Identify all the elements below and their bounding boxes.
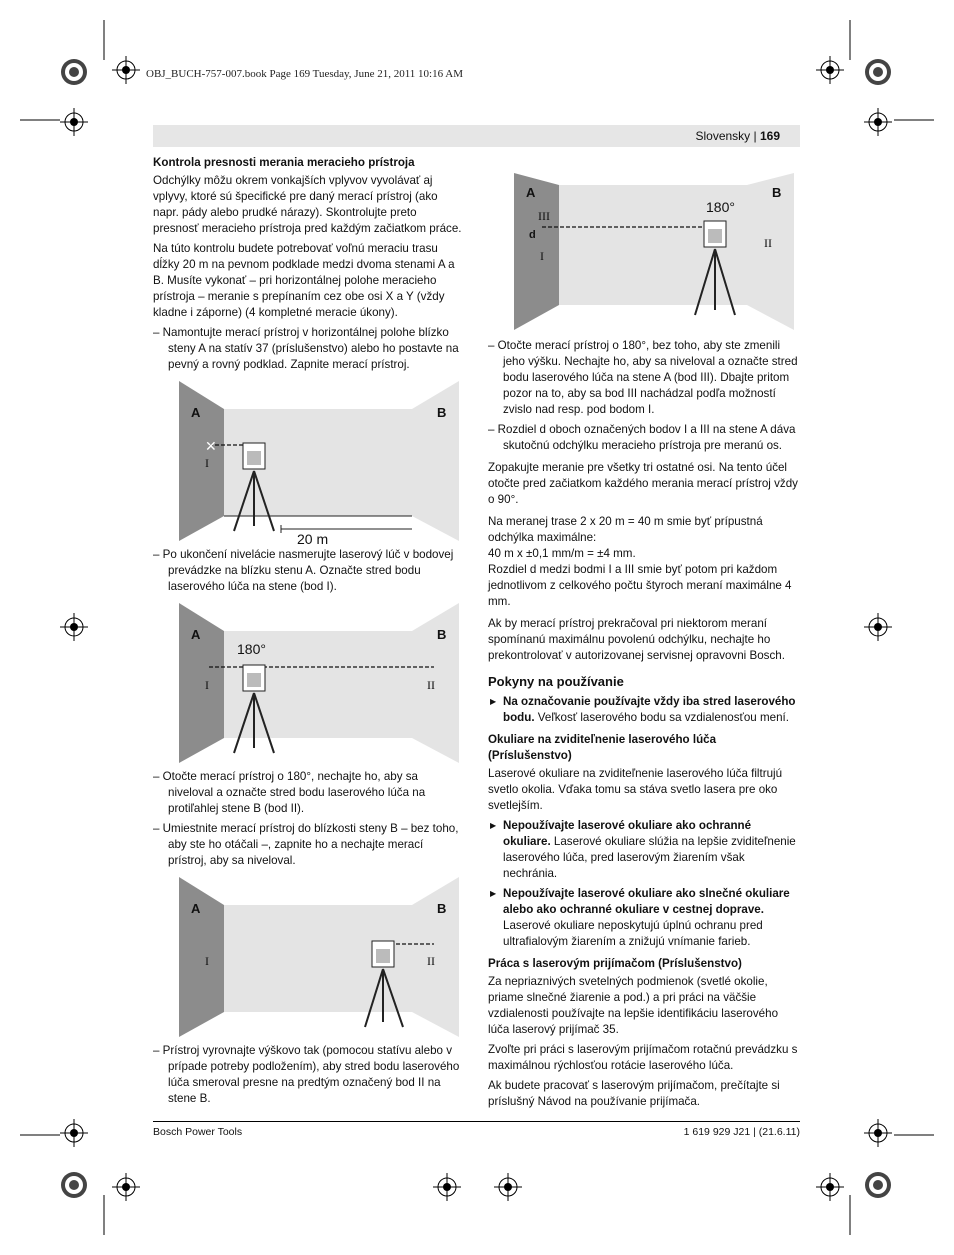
svg-text:✕: ✕ [205, 439, 217, 455]
right-column [488, 155, 800, 1114]
paragraph: Rozdiel d medzi bodmi I a III smie byť potom pri každom jednotlivom z celkového počtu štyroch meraní maximálne 4 mm. [488, 563, 792, 608]
page-header: Slovensky | 169 [695, 129, 780, 143]
bullet-item: ▶ Nepoužívajte laserové okuliare ako ochranné okuliare. Laserové okuliare slúžia na lepšie zviditeľnenie laserového lúča, pred laserovým žiarením však nechránia. [488, 818, 800, 882]
subsection-heading: Okuliare na zviditeľnenie laserového lúča (Príslušenstvo) [488, 733, 717, 762]
rotation-label: 180° [237, 641, 266, 657]
step-item: – Po ukončení nivelácie nasmerujte laserový lúč v bodovej prevádzke na blízku stenu A. Označte stred bodu laserového lúča na stene (bod I). [153, 548, 454, 593]
paragraph: Laserové okuliare na zviditeľnenie laserového lúča filtrujú svetlo okolia. Vďaka tomu sa stáva svetlo lasera pre oko svetlejším. [488, 767, 783, 812]
paragraph: Na meranej trase 2 x 20 m = 40 m smie byť prípustná odchýlka maximálne: [488, 515, 763, 544]
laser-device-icon [704, 221, 726, 247]
mark-i-label: I [205, 678, 209, 692]
page-number: 169 [759, 129, 780, 143]
header-language: Slovensky [695, 129, 751, 143]
wall-b-label: B [437, 405, 447, 420]
figure-3 [179, 877, 459, 1037]
subsection-heading: Práca s laserovým prijímačom (Príslušenstvo) [488, 957, 742, 970]
figure-1 [179, 381, 459, 547]
step-item: – Otočte merací prístroj o 180°, bez toho, aby ste zmenili jeho výšku. Nechajte ho, aby sa niveloval a označte stred bodu laserového lúča na stene A (bod III). Dbajte pritom pozor na to, aby sa bod III nachádzal podľa možností zvislo nad resp. pod bodom I. [488, 339, 798, 416]
rotation-label: 180° [706, 199, 735, 215]
bullet-item: ▶ Na označovanie používajte vždy iba stred laserového bodu. Veľkosť laserového bodu sa vzdialenosťou mení. [488, 694, 800, 726]
figure-3-drawing [179, 877, 459, 1037]
step-item: – Otočte merací prístroj o 180°, nechajte ho, aby sa niveloval a označte stred bodu laserového lúča na protiľahlej stene B (bod II). [153, 770, 426, 815]
step-item: – Rozdiel d oboch označených bodov I a III na stene A dáva skutočnú odchýlku meracieho prístroja pre meranú os. [488, 423, 796, 452]
bullet-item: ▶ Nepoužívajte laserové okuliare ako slnečné okuliare alebo ako ochranné okuliare v cestnej doprave. Laserové okuliare neposkytujú úplnú ochranu pred ultrafialovým žiarením a znižujú vnímanie farieb. [488, 886, 800, 950]
figure-1-drawing [179, 381, 459, 541]
mark-iii-label: III [538, 209, 550, 223]
mark-i-label: I [205, 456, 209, 470]
paragraph: Na túto kontrolu budete potrebovať voľnú meraciu trasu dĺžky 20 m na pevnom podklade medzi dvoma stenami A a B. Musíte vykonať – pri horizontálnej polohe meracieho prístroja – meranie s prepínaním cez obe osi X a Y (vždy kladne i záporne) (4 kompletné meracie úkony). [153, 242, 455, 319]
wall-a-label: A [191, 627, 201, 642]
paragraph: Ak budete pracovať s laserovým prijímačom, prečítajte si príslušný Návod na používanie prijímača. [488, 1079, 780, 1108]
distance-label: 20 m [297, 531, 329, 547]
wall-b-label: B [772, 185, 782, 200]
section-heading: Kontrola presnosti merania meracieho prístroja [153, 156, 415, 169]
mark-d-label: d [529, 229, 536, 241]
wall-b-label: B [437, 627, 447, 642]
wall-a-label: A [191, 405, 201, 420]
step-item: – Namontujte merací prístroj v horizontálnej polohe blízko steny A na statív 37 (príslušenstvo) alebo ho postavte na pevný a rovný podklad. Zapnite merací prístroj. [153, 326, 459, 371]
laser-device-icon [243, 665, 265, 691]
figure-4 [514, 155, 794, 330]
wall-a-label: A [526, 185, 536, 200]
mark-i-label: I [205, 954, 209, 968]
figure-4-drawing [514, 155, 794, 330]
paragraph: Zvoľte pri práci s laserovým prijímačom rotačnú prevádzku s maximálnou rýchlosťou rotácie laserového lúča. [488, 1043, 798, 1072]
mark-ii-label: II [764, 236, 772, 250]
laser-device-icon [243, 443, 265, 469]
footer-rule [153, 1121, 800, 1122]
step-item: – Prístroj vyrovnajte výškovo tak (pomocou statívu alebo v prípade potreby podložením), aby stred bodu laserového lúča smeroval presne na predtým označený bod II na stene B. [153, 1044, 460, 1105]
formula: 40 m x ±0,1 mm/m = ±4 mm. [488, 547, 636, 560]
paragraph: Zopakujte meranie pre všetky tri ostatné osi. Na tento účel otočte pred začiatkom každého merania merací prístroj vždy o 90°. [488, 461, 798, 506]
figure-2-drawing [179, 603, 459, 763]
wall-a-label: A [191, 901, 201, 916]
paragraph: Odchýlky môžu okrem vonkajších vplyvov vyvolávať aj vplyvy, ktoré sú špecifické pre daný merací prístroj (ako napr. pády alebo prudké nárazy). Skontrolujte preto presnosť meracieho prístroja pred každým začiatkom práce. [153, 174, 462, 235]
paragraph: Za nepriaznivých svetelných podmienok (svetlé okolie, priame slnečné žiarenie a pod.) a pri práci na väčšie vzdialenosti používajte na lepšie identifikáciu laserového lúča laserový prijímač 35. [488, 975, 779, 1036]
laser-device-icon [372, 941, 394, 967]
mark-ii-label: II [427, 678, 435, 692]
file-info: OBJ_BUCH-757-007.book Page 169 Tuesday, June 21, 2011 10:16 AM [146, 68, 463, 80]
mark-ii-label: II [427, 954, 435, 968]
section-heading: Pokyny na používanie [488, 674, 624, 689]
paragraph: Ak by merací prístroj prekračoval pri niektorom meraní spomínanú maximálnu povolenú odchýlku, nechajte ho prekontrolovať v autorizovanej servisnej opravovni Bosch. [488, 617, 785, 662]
left-column [153, 155, 465, 1111]
footer-doc-number: 1 619 929 J21 | (21.6.11) [683, 1126, 800, 1138]
mark-i-label: I [540, 249, 544, 263]
footer-brand: Bosch Power Tools [153, 1126, 243, 1138]
wall-b-label: B [437, 901, 447, 916]
figure-2 [179, 603, 459, 763]
step-item: – Umiestnite merací prístroj do blízkosti steny B – bez toho, aby ste ho otáčali –, zapnite ho a nechajte merací prístroj, aby sa niveloval. [153, 822, 459, 867]
header-bar [153, 125, 800, 147]
